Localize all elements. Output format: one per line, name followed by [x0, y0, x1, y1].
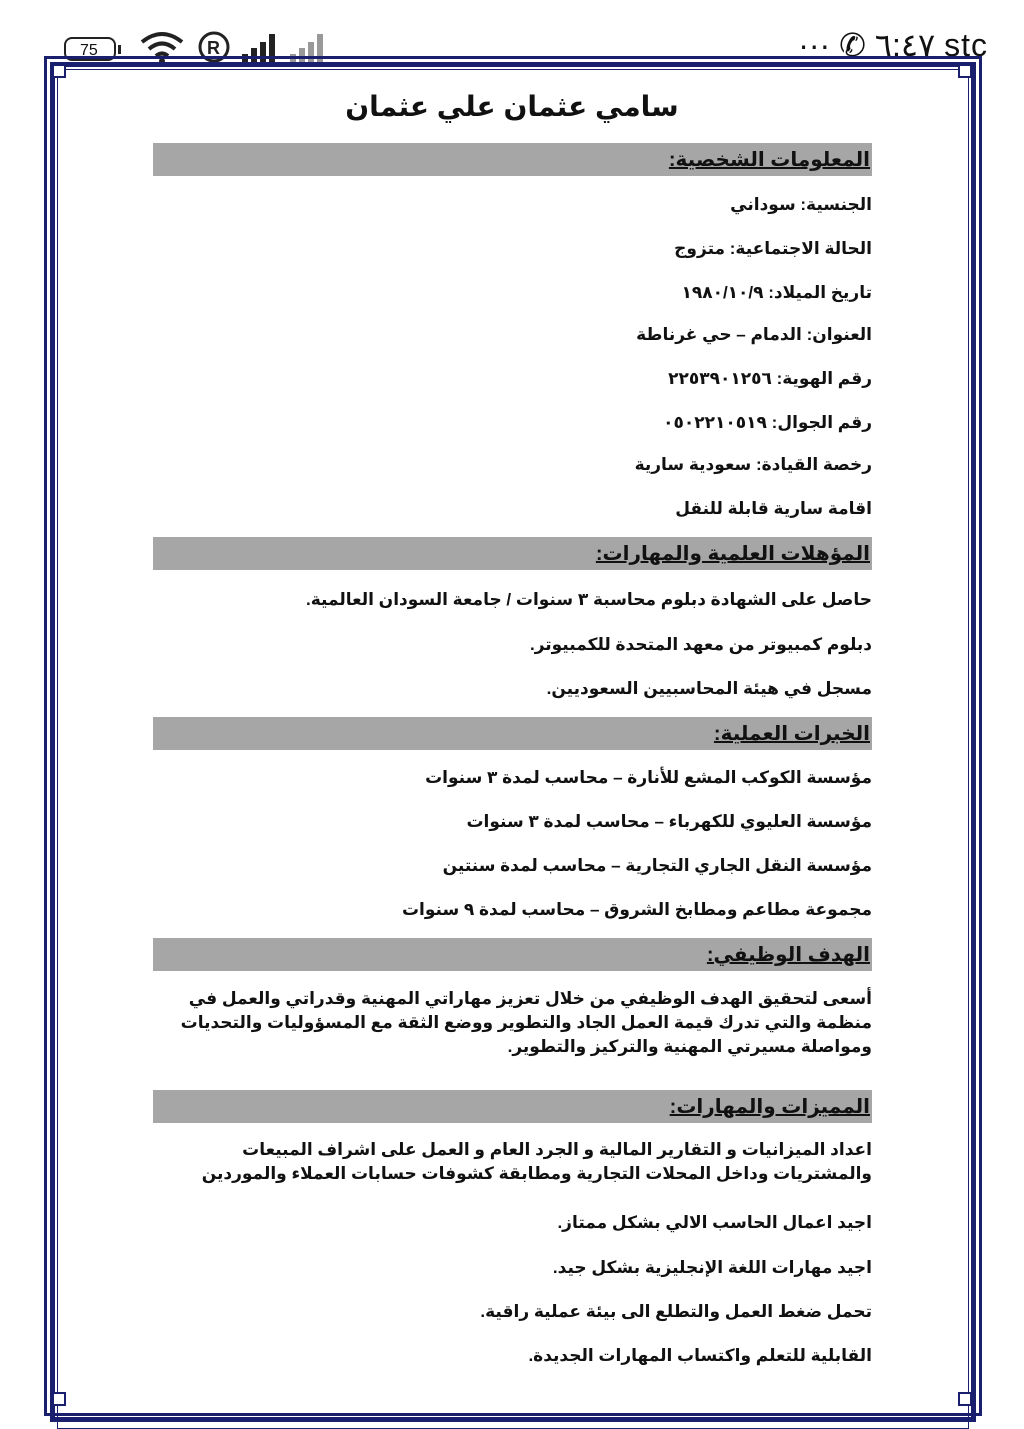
qualification-item: حاصل على الشهادة دبلوم محاسبة ٣ سنوات / جامعة السودان العالمية. — [306, 590, 872, 609]
qualification-item: دبلوم كمبيوتر من معهد المتحدة للكمبيوتر. — [529, 635, 872, 654]
battery-indicator: 75 — [64, 37, 116, 61]
section-header-objective: الهدف الوظيفي: — [153, 938, 872, 971]
objective-text: أسعى لتحقيق الهدف الوظيفي من خلال تعزيز مهاراتي المهنية وقدراتي والعمل في منظمة والتي تدرك قيمة العمل الجاد والتطوير ووضع الثقة مع المسؤوليات والتحديات ومواصلة مسيرتي المهنية والتركيز والتطوير. — [180, 989, 872, 1056]
border-corner — [52, 1392, 66, 1406]
experience-item: مؤسسة العليوي للكهرباء – محاسب لمدة ٣ سنوات — [466, 812, 872, 831]
status-right: ··· ✆ ٦:٤٧ stc — [798, 27, 988, 63]
personal-id-number: رقم الهوية: ٢٢٥٣٩٠١٢٥٦ — [668, 369, 872, 388]
section-header-skills: المميزات والمهارات: — [153, 1090, 872, 1123]
page-title: سامي عثمان علي عثمان — [345, 91, 679, 122]
section-header-personal: المعلومات الشخصية: — [153, 143, 872, 176]
border-corner — [958, 64, 972, 78]
skill-item: القابلية للتعلم واكتساب المهارات الجديدة. — [528, 1346, 872, 1365]
personal-birth-date: تاريخ الميلاد: ١٩٨٠/١٠/٩ — [681, 283, 872, 302]
skills-paragraph: اعداد الميزانيات و التقارير المالية و الجرد العام و العمل على اشراف المبيعات والمشتريات وداخل المحلات التجارية ومطابقة كشوفات حسابات العملاء والموردين — [201, 1140, 872, 1183]
border-corner — [958, 1392, 972, 1406]
experience-item: مؤسسة الكوكب المشع للأنارة – محاسب لمدة ٣ سنوات — [425, 768, 872, 787]
personal-mobile: رقم الجوال: ٠٥٠٢٢١٠٥١٩ — [663, 413, 872, 432]
experience-item: مؤسسة النقل الجاري التجارية – محاسب لمدة سنتين — [442, 856, 872, 875]
personal-license: رخصة القيادة: سعودية سارية — [634, 455, 872, 474]
personal-nationality: الجنسية: سوداني — [730, 195, 872, 214]
section-header-experience: الخبرات العملية: — [153, 717, 872, 750]
qualification-item: مسجل في هيئة المحاسبيين السعوديين. — [546, 679, 872, 698]
svg-text:R: R — [207, 38, 220, 58]
section-header-qualifications: المؤهلات العلمية والمهارات: — [153, 537, 872, 570]
personal-marital-status: الحالة الاجتماعية: متزوج — [674, 239, 872, 258]
border-corner — [52, 64, 66, 78]
skill-item: تحمل ضغط العمل والتطلع الى بيئة عملية راقية. — [480, 1302, 872, 1321]
battery-tip — [118, 45, 121, 54]
skill-item: اجيد اعمال الحاسب الالي بشكل ممتاز. — [557, 1213, 872, 1232]
experience-item: مجموعة مطاعم ومطابخ الشروق – محاسب لمدة ٩ سنوات — [401, 900, 872, 919]
skill-item: اجيد مهارات اللغة الإنجليزية بشكل جيد. — [552, 1258, 872, 1277]
personal-residency: اقامة سارية قابلة للنقل — [675, 499, 872, 518]
status-bar — [0, 0, 1024, 63]
personal-address: العنوان: الدمام – حي غرناطة — [636, 325, 872, 344]
